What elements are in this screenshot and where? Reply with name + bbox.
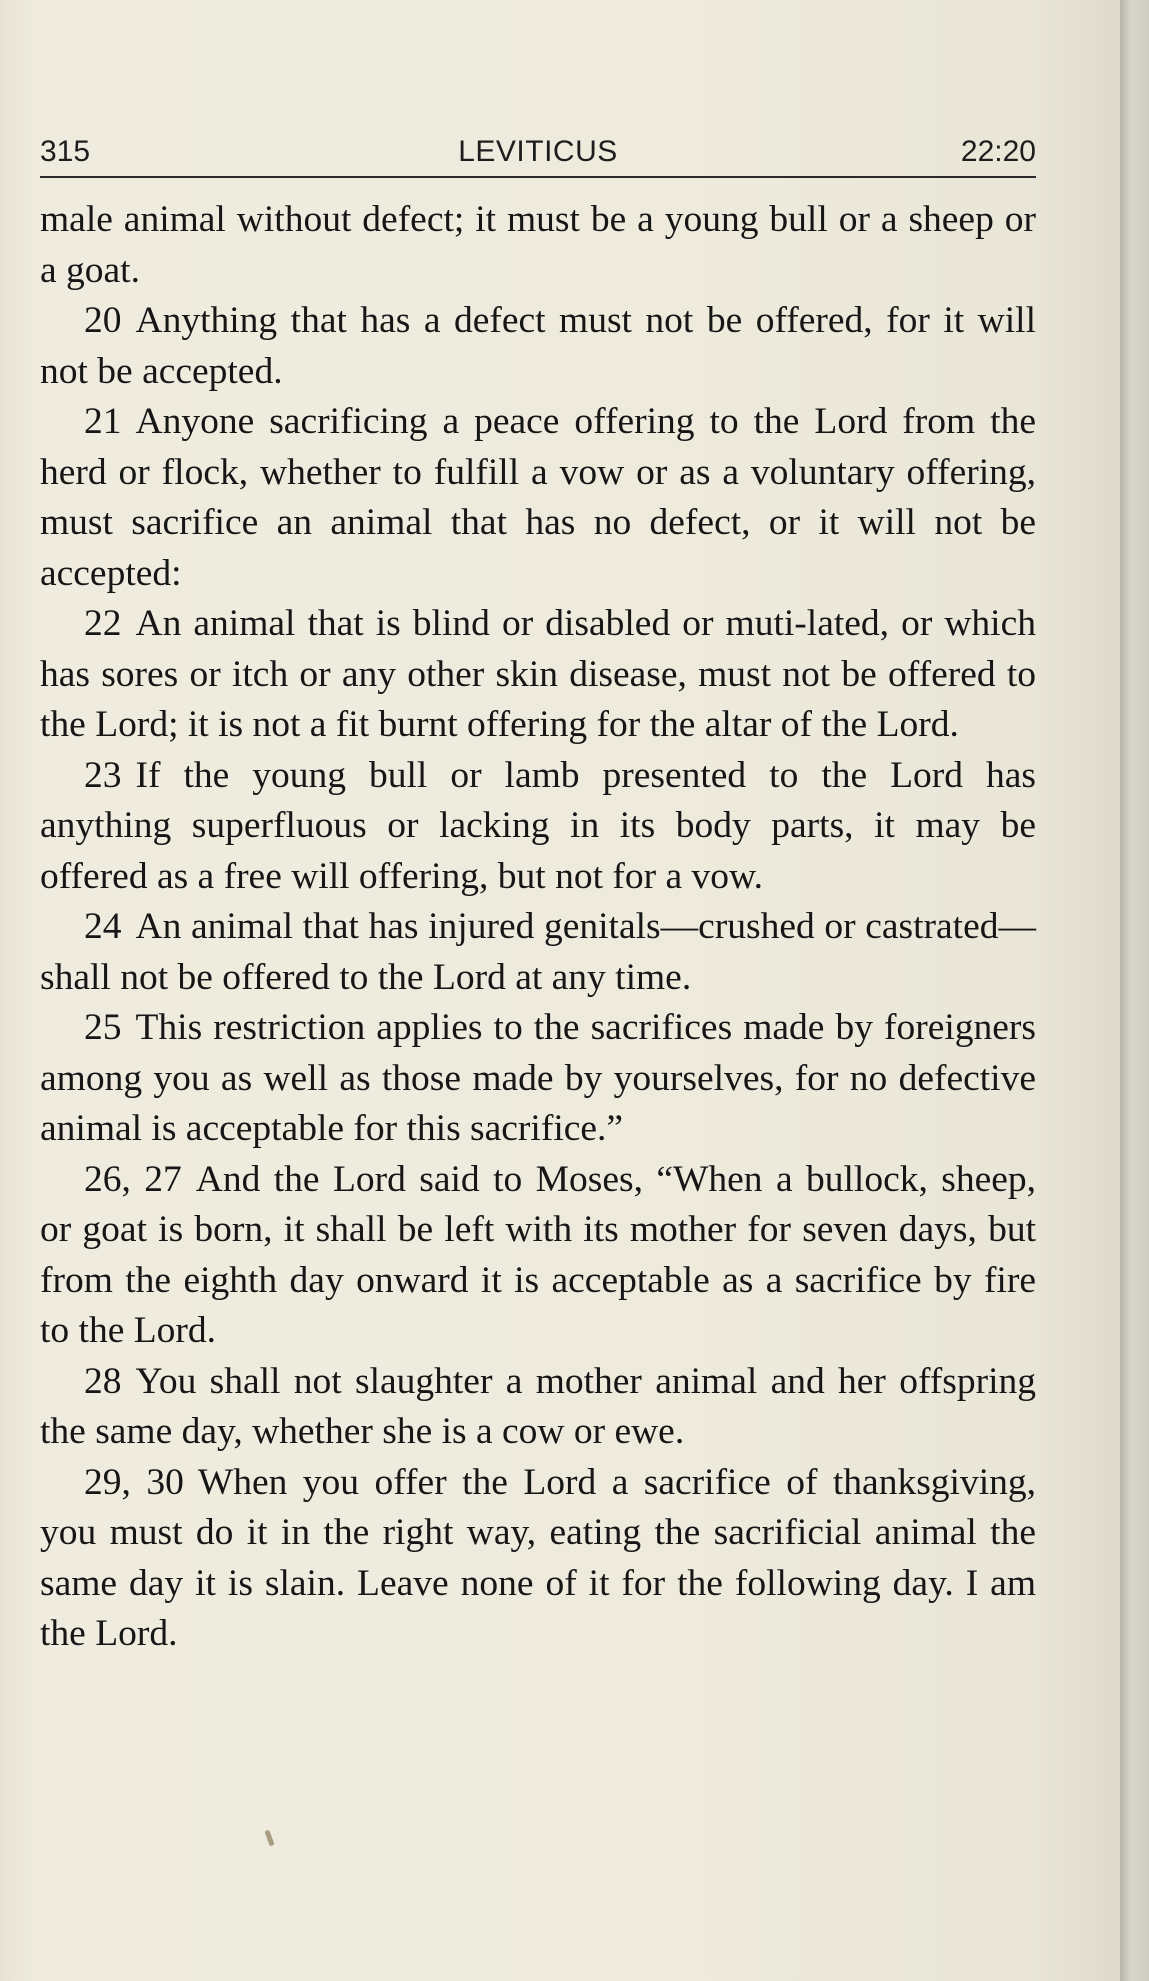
verse-number: 23 <box>84 754 122 796</box>
paper-speck <box>264 1830 274 1847</box>
verse-text: You shall not slaughter a mother animal and her offspring the same day, whether she is a cow or ewe. <box>40 1360 1036 1452</box>
verse-text: Anyone sacrificing a peace offering to the Lord from the herd or flock, whether to fulfill a vow or as a voluntary offering, must sacrifice an animal that has no defect, or it will not be accepted: <box>40 401 1036 594</box>
verse-number: 28 <box>84 1360 122 1402</box>
verse-text: When you offer the Lord a sacrifice of thanksgiving, you must do it in the right way, eating the sacrificial animal the same day it is slain. Leave none of it for the following day. I am the Lord. <box>40 1461 1037 1654</box>
verse-text: An animal that is blind or disabled or muti-lated, or which has sores or itch or any other skin disease, must not be offered to the Lord; it is not a fit burnt offering for the altar of the Lord. <box>40 603 1036 745</box>
verse-paragraph <box>40 902 1036 1003</box>
verse-paragraph <box>40 1458 1036 1660</box>
page-number: 315 <box>40 135 91 168</box>
running-header <box>40 134 1036 178</box>
verse-text: If the young bull or lamb presented to the Lord has anything superfluous or lacking in its body parts, it may be offered as a free will offering, but not for a vow. <box>40 754 1036 897</box>
verse-text: And the Lord said to Moses, “When a bullock, sheep, or goat is born, it shall be left with its mother for seven days, but from the eighth day onward it is acceptable as a sacrifice by fire to the Lord. <box>40 1158 1036 1351</box>
chapter-verse-reference: 22:20 <box>960 135 1036 168</box>
verse-paragraph <box>40 397 1036 599</box>
verse-text: An animal that has injured genitals—crushed or castrated—shall not be offered to the Lord at any time. <box>40 906 1036 998</box>
verse-number: 20 <box>84 300 122 341</box>
verse-paragraph <box>40 751 1036 903</box>
continued-paragraph <box>40 195 1036 296</box>
verse-number: 24 <box>84 906 122 947</box>
verse-paragraph <box>40 296 1036 397</box>
paragraph-text: male animal without defect; it must be a young bull or a sheep or a goat. <box>40 199 1036 291</box>
page-body-text <box>40 195 1036 1660</box>
verse-number: 21 <box>84 401 122 442</box>
verse-number: 29, 30 <box>84 1461 184 1503</box>
verse-number: 26, 27 <box>84 1158 182 1200</box>
verse-paragraph <box>40 1357 1036 1458</box>
book-title: LEVITICUS <box>458 135 618 168</box>
verse-paragraph <box>40 599 1036 751</box>
verse-number: 22 <box>84 603 122 644</box>
verse-paragraph <box>40 1155 1036 1357</box>
verse-paragraph <box>40 1003 1036 1155</box>
verse-text: Anything that has a defect must not be offered, for it will not be accepted. <box>40 300 1036 392</box>
verse-number: 25 <box>84 1007 122 1048</box>
page-edge <box>1120 0 1149 1981</box>
verse-text: This restriction applies to the sacrifices made by foreigners among you as well as those made by yourselves, for no defective animal is acceptable for this sacrifice.” <box>40 1007 1036 1149</box>
